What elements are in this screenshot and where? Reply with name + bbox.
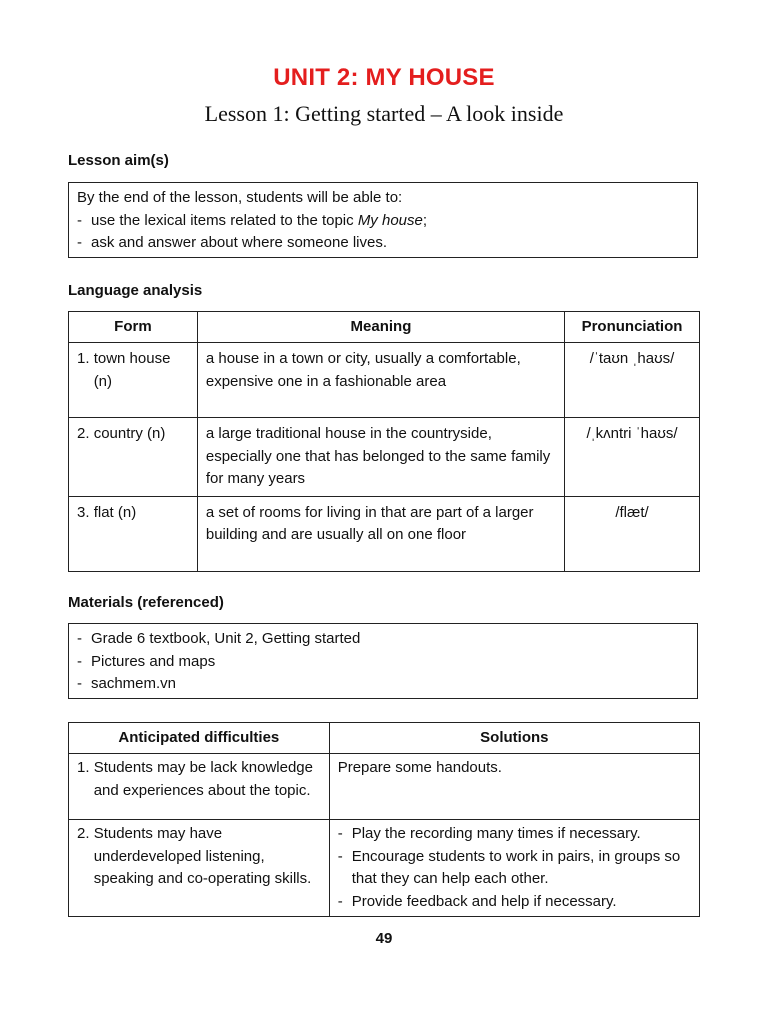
list-dash: - — [77, 234, 82, 251]
pronunciation-cell: /ˌkʌntri ˈhaʊs/ — [565, 418, 700, 497]
form-cell — [69, 343, 198, 418]
form-cell — [69, 496, 198, 571]
lesson-aims-heading: Lesson aim(s) — [68, 152, 169, 169]
table-header-row — [69, 312, 700, 343]
list-dash: - — [77, 652, 82, 670]
unit-title: UNIT 2: MY HOUSE — [273, 64, 495, 91]
solution-cell — [329, 754, 699, 820]
column-header-solutions: Solutions — [329, 723, 699, 754]
list-dash: - — [77, 211, 82, 229]
solution-text: Prepare some handouts. — [337, 759, 502, 776]
solution-text: Play the recording many times if necessary. — [351, 825, 641, 842]
pronunciation-cell: /ˈtaʊn ˌhaʊs/ — [565, 343, 700, 418]
form-cell — [69, 418, 198, 497]
lesson-aim-text: use the lexical items related to the topic — [91, 211, 358, 229]
list-dash: - — [77, 630, 82, 647]
row-number: 1. — [77, 350, 94, 367]
materials-heading: Materials (referenced) — [68, 594, 224, 611]
solution-text: Encourage students to work in pairs, in groups so that they can help each other. — [351, 847, 681, 887]
materials-text: sachmem.vn — [91, 675, 177, 692]
materials-text: Grade 6 textbook, Unit 2, Getting started — [91, 630, 361, 647]
meaning-cell: a set of rooms for living in that are part of a larger building and are usually all on one floor — [197, 496, 564, 571]
column-header-meaning: Meaning — [197, 312, 564, 343]
difficulty-cell — [69, 754, 330, 820]
row-number: 2. — [77, 825, 94, 842]
row-number: 2. — [77, 425, 94, 442]
row-number: 3. — [77, 503, 94, 521]
materials-item — [77, 673, 689, 696]
language-analysis-heading: Language analysis — [68, 282, 203, 299]
solution-cell — [329, 820, 699, 917]
solution-item — [338, 891, 691, 914]
meaning-cell: a house in a town or city, usually a comfortable, expensive one in a fashionable area — [197, 343, 564, 418]
materials-item — [77, 628, 689, 651]
table-row — [69, 754, 700, 820]
lesson-aims-box — [68, 182, 698, 258]
difficulty-text: Students may have underdeveloped listening, speaking and co-operating skills. — [93, 825, 312, 887]
meaning-cell: a large traditional house in the countryside, especially one that has belonged to the same family for many years — [197, 418, 564, 497]
lesson-aims-intro: By the end of the lesson, students will be able to: — [77, 189, 403, 206]
difficulty-cell — [69, 820, 330, 917]
column-header-pronunciation: Pronunciation — [565, 312, 700, 343]
materials-item — [77, 651, 689, 674]
row-number: 1. — [77, 759, 94, 776]
solution-item — [338, 823, 691, 846]
list-dash: - — [77, 675, 82, 692]
lesson-aim-text: ask and answer about where someone lives. — [91, 234, 388, 251]
table-row — [69, 343, 700, 418]
topic-name: My house — [357, 211, 423, 229]
pronunciation-cell: /flæt/ — [565, 496, 700, 571]
list-dash: - — [337, 892, 343, 910]
difficulty-text: Students may be lack knowledge and experiences about the topic. — [93, 759, 313, 799]
column-header-difficulties: Anticipated difficulties — [69, 723, 330, 754]
lesson-title: Lesson 1: Getting started – A look inside — [204, 101, 564, 126]
materials-text: Pictures and maps — [91, 652, 216, 670]
page-number: 49 — [375, 930, 393, 947]
lesson-aim-punct: ; — [422, 211, 428, 229]
table-row — [69, 820, 700, 917]
lesson-aim-item — [77, 210, 689, 233]
form-text: town house (n) — [93, 350, 171, 390]
lesson-aim-item — [77, 232, 689, 255]
language-analysis-table — [68, 311, 700, 572]
form-text: flat (n) — [93, 503, 137, 521]
column-header-form: Form — [69, 312, 198, 343]
table-row — [69, 496, 700, 571]
list-dash: - — [337, 847, 343, 865]
solution-item — [338, 846, 691, 891]
difficulties-table — [68, 722, 700, 917]
list-dash: - — [337, 825, 343, 842]
table-header-row — [69, 723, 700, 754]
materials-box — [68, 623, 698, 699]
solution-text: Provide feedback and help if necessary. — [351, 892, 617, 910]
form-text: country (n) — [93, 425, 166, 442]
table-row — [69, 418, 700, 497]
